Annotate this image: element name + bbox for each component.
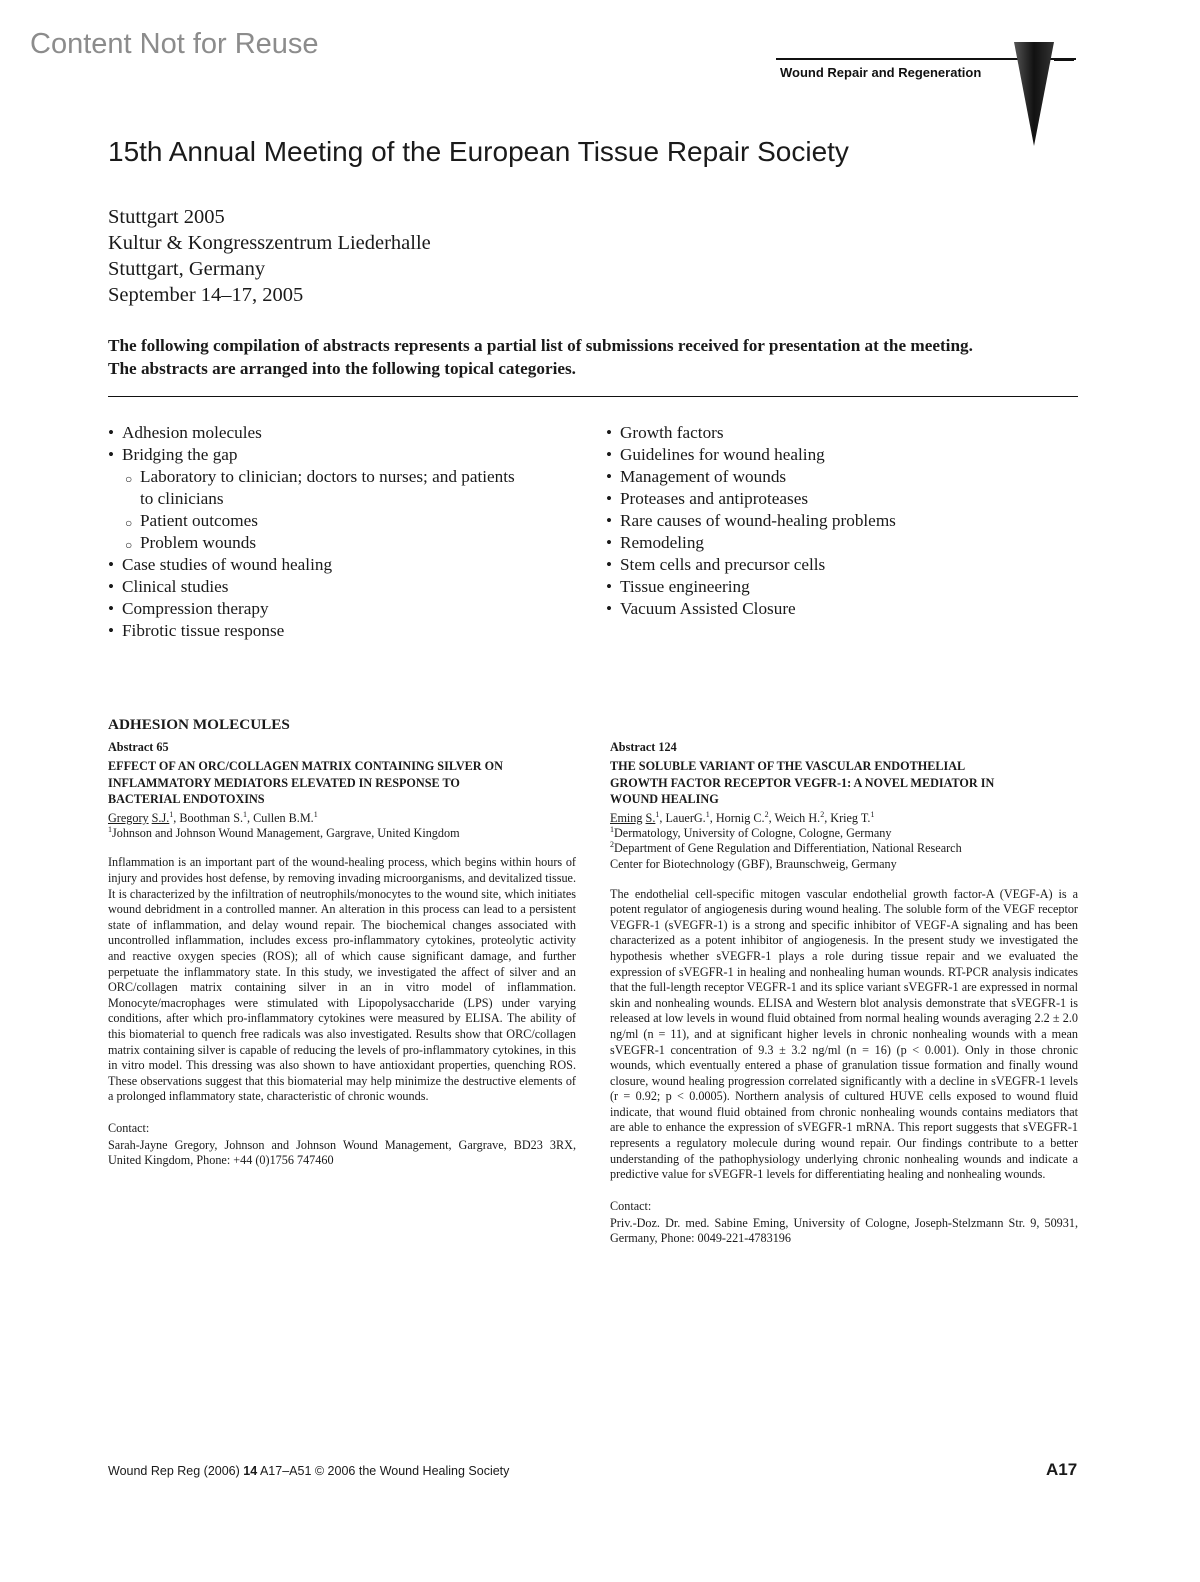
watermark-text: Content Not for Reuse bbox=[30, 28, 319, 60]
topic-item bbox=[606, 466, 896, 488]
topic-item bbox=[606, 444, 896, 466]
topic-label: Laboratory to clinician; doctors to nurses; and patients bbox=[140, 467, 515, 486]
author-list: Gregory S.J.$^1$, Boothman S.$^1$, Cullen B.M.$^1$ bbox=[108, 809, 318, 825]
topic-label: to clinicians bbox=[140, 489, 224, 508]
journal-name: Wound Repair and Regeneration bbox=[780, 65, 982, 80]
bullet-icon: • bbox=[108, 621, 115, 640]
affiliation-text: Dermatology, University of Cologne, Cologne, Germany bbox=[614, 825, 892, 840]
section-heading: ADHESION MOLECULES bbox=[108, 716, 290, 733]
abstract-title bbox=[610, 758, 1078, 808]
affiliation-marker: 1 bbox=[705, 809, 710, 819]
affiliation-text: Department of Gene Regulation and Differentiation, National Research bbox=[614, 841, 962, 856]
bullet-icon: • bbox=[108, 599, 115, 618]
topic-item bbox=[606, 510, 896, 532]
author: Krieg T. bbox=[830, 810, 871, 825]
topic-label: Problem wounds bbox=[140, 533, 257, 552]
author: Cullen B.M. bbox=[253, 810, 314, 825]
affiliation-marker: 2 bbox=[610, 840, 614, 850]
venue-line: Stuttgart, Germany bbox=[108, 258, 266, 280]
abstract-body: The endothelial cell-specific mitogen vascular endothelial growth factor-A (VEGF-A) is a potent regulator of angiogenesis during wound healing. The soluble form of the VEGF receptor VEGFR-1 (sVEGFR-1) is a strong and specific inhibitor of VEGF-A signaling and has been characterized as a potent inhibitor of angiogenesis. In the present study we investigated the hypothesis whether sVEGFR-1 plays a role during tissue repair and we evaluated the expression of sVEGFR-1 in healing and nonhealing human wounds. RT-PCR analysis indicates that the full-length receptor VEGFR-1 and its splice variant sVEGFR-1 are expressed in normal skin and nonhealing wounds. ELISA and Western blot analysis demonstrate that sVEGFR-1 is released at low levels in wound fluid obtained from normal healing wounds averaging 2.2 ± 2.0 ng/ml (n = 11), and at significant higher levels in chronic nonhealing wounds with a mean sVEGFR-1 concentration of 9.3 ± 3.2 ng/ml (n = 16) (p < 0.001). Only in those chronic wounds, which eventually entered a phase of granulation tissue formation and finally wound closure, wound healing progression correlated significantly with a decline in sVEGFR-1 levels (r = 0.92; p < 0.0005). Northern analysis of cultured HUVE cells exposed to wound fluid indicate, that wound fluid obtained from chronic nonhealing wounds contains mediators that are able to enhance the expression of sVEGFR-1 mRNA. This report suggests that sVEGFR-1 represents a regulatory molecule during wound repair. Our findings contribute to a better understanding of the pathophysiology underlying chronic nonhealing wounds and indicate a predictive value for sVEGFR-1 levels for differentiating healing and nonhealing wounds. bbox=[610, 886, 1078, 1182]
citation-footer bbox=[108, 1464, 509, 1478]
presenting-author-initials: S. bbox=[645, 810, 656, 825]
abstract-number: Abstract 124 bbox=[610, 740, 677, 754]
abstract-body: Inflammation is an important part of the wound-healing process, which begins within hours of injury and provides host defense, by removing invading microorganisms, and devitalized tissue. It is characterized by the infiltration of neutrophils/monocytes to the wound site, which initiates wound debridment in a controlled manner. An alteration in this process can lead to a persistent state of inflammation, and delay wound repair. The biochemical changes associated with uncontrolled inflammation, includes excess pro-inflammatory cytokines, proteolytic activity and reactive oxygen species (ROS); all of which cause significant damage, and further perpetuate the inflammatory state. In this study, we investigated the affect of silver and an ORC/collagen matrix containing silver in an in vitro model of inflammation. Monocyte/macrophages were stimulated with Lipopolysaccharide (LPS) under varying conditions, after which pro-inflammatory cytokines were measured by ELISA. The ability of this biomaterial to quench free radicals was also investigated. Results show that ORC/collagen matrix containing silver is capable of reducing the levels of pro-inflammatory cytokines, in this in vitro model. This dressing was also shown to have antioxidant properties, quenching ROS. These observations suggest that this biomaterial may help minimize the destructive elements of a prolonged inflammatory state, characteristic of chronic wounds. bbox=[108, 855, 576, 1104]
topic-item bbox=[606, 598, 896, 620]
presenting-author-initials: S.J. bbox=[151, 810, 170, 825]
page-number: A17 bbox=[1046, 1460, 1078, 1479]
abstract-65 bbox=[108, 740, 576, 1169]
topic-item bbox=[606, 422, 896, 444]
affiliation-marker: 1 bbox=[610, 824, 614, 834]
abstract-title-line: EFFECT OF AN ORC/COLLAGEN MATRIX CONTAINING SILVER ON bbox=[108, 759, 503, 773]
venue-line: Kultur & Kongresszentrum Liederhalle bbox=[108, 232, 431, 254]
topic-item bbox=[108, 466, 515, 488]
venue-line: September 14–17, 2005 bbox=[108, 284, 304, 306]
topic-item bbox=[108, 620, 515, 642]
affiliation-marker: 2 bbox=[820, 809, 825, 819]
topic-item bbox=[606, 554, 896, 576]
citation-prefix: Wound Rep Reg (2006) bbox=[108, 1464, 244, 1478]
abstract-title-line: THE SOLUBLE VARIANT OF THE VASCULAR ENDOTHELIAL bbox=[610, 759, 966, 773]
topic-list-right bbox=[606, 422, 896, 620]
presenting-author-name: Eming bbox=[610, 810, 643, 825]
author: Hornig C. bbox=[715, 810, 765, 825]
affiliation bbox=[610, 841, 1078, 857]
topic-label: Fibrotic tissue response bbox=[122, 621, 285, 640]
contact-details: Priv.-Doz. Dr. med. Sabine Eming, University of Cologne, Joseph-Stelzmann Str. 9, 50931, Germany, Phone: 0049-221-4783196 bbox=[610, 1215, 1078, 1246]
hollow-bullet-icon: ○ bbox=[125, 472, 133, 486]
intro-text bbox=[108, 334, 1080, 380]
hollow-bullet-icon: ○ bbox=[125, 538, 133, 552]
topic-item bbox=[108, 576, 515, 598]
topic-label: Patient outcomes bbox=[140, 511, 258, 530]
topic-item bbox=[606, 488, 896, 510]
topic-label: Rare causes of wound-healing problems bbox=[620, 511, 896, 530]
topic-item bbox=[108, 444, 515, 466]
bullet-icon: • bbox=[606, 445, 613, 464]
topic-label: Management of wounds bbox=[620, 467, 787, 486]
topic-label: Compression therapy bbox=[122, 599, 269, 618]
topic-item bbox=[108, 422, 515, 444]
venue-line: Stuttgart 2005 bbox=[108, 206, 225, 228]
affiliation-marker: 1 bbox=[108, 824, 112, 834]
bullet-icon: • bbox=[606, 533, 613, 552]
affiliation-marker: 1 bbox=[655, 809, 660, 819]
topic-item bbox=[108, 554, 515, 576]
topic-item bbox=[108, 510, 515, 532]
topic-label: Case studies of wound healing bbox=[122, 555, 333, 574]
bullet-icon: • bbox=[108, 423, 115, 442]
topic-item bbox=[108, 598, 515, 620]
topic-label: Vacuum Assisted Closure bbox=[620, 599, 796, 618]
topic-item bbox=[606, 532, 896, 554]
topic-label: Growth factors bbox=[620, 423, 724, 442]
topic-label: Tissue engineering bbox=[620, 577, 750, 596]
topic-label: Stem cells and precursor cells bbox=[620, 555, 826, 574]
journal-header bbox=[776, 58, 1076, 118]
bullet-icon: • bbox=[108, 555, 115, 574]
bullet-icon: • bbox=[606, 555, 613, 574]
topic-label: Proteases and antiproteases bbox=[620, 489, 809, 508]
contact-label: Contact: bbox=[108, 1120, 150, 1135]
abstract-number: Abstract 65 bbox=[108, 740, 169, 754]
author: Weich H. bbox=[774, 810, 821, 825]
bullet-icon: • bbox=[606, 577, 613, 596]
abstract-124 bbox=[610, 740, 1078, 1247]
topic-label: Adhesion molecules bbox=[122, 423, 262, 442]
hollow-bullet-icon: ○ bbox=[125, 516, 133, 530]
abstract-title bbox=[108, 758, 576, 808]
bullet-icon: • bbox=[108, 445, 115, 464]
topic-list-left bbox=[108, 422, 515, 642]
topic-label: Remodeling bbox=[620, 533, 705, 552]
contact-details: Sarah-Jayne Gregory, Johnson and Johnson Wound Management, Gargrave, BD23 3RX, United Kingdom, Phone: +44 (0)1756 747460 bbox=[108, 1137, 576, 1168]
intro-line: The abstracts are arranged into the following topical categories. bbox=[108, 359, 576, 378]
page-title: 15th Annual Meeting of the European Tissue Repair Society bbox=[108, 136, 849, 167]
topic-label: Bridging the gap bbox=[122, 445, 238, 464]
affiliation-text: Johnson and Johnson Wound Management, Gargrave, United Kingdom bbox=[112, 825, 460, 840]
bullet-icon: • bbox=[606, 511, 613, 530]
section-divider bbox=[108, 396, 1078, 397]
abstract-title-line: GROWTH FACTOR RECEPTOR VEGFR-1: A NOVEL MEDIATOR IN bbox=[610, 775, 995, 790]
topic-label: Guidelines for wound healing bbox=[620, 445, 825, 464]
intro-line: The following compilation of abstracts represents a partial list of submissions received for presentation at the meeting. bbox=[108, 336, 973, 355]
bullet-icon: • bbox=[606, 423, 613, 442]
bullet-icon: • bbox=[606, 489, 613, 508]
affiliation-marker: 1 bbox=[870, 809, 875, 819]
citation-volume: 14 bbox=[243, 1464, 258, 1478]
contact-label: Contact: bbox=[610, 1198, 652, 1213]
venue-block bbox=[108, 204, 431, 308]
citation-suffix: A17–A51 © 2006 the Wound Healing Society bbox=[257, 1464, 510, 1478]
abstract-title-line: WOUND HEALING bbox=[610, 792, 719, 807]
author: LauerG. bbox=[665, 810, 706, 825]
affiliation-marker: 1 bbox=[313, 809, 318, 819]
affiliation-marker: 1 bbox=[243, 809, 248, 819]
affiliation-continued: Center for Biotechnology (GBF), Braunschweig, Germany bbox=[610, 856, 897, 871]
abstract-title-line: BACTERIAL ENDOTOXINS bbox=[108, 792, 265, 807]
topic-item bbox=[606, 576, 896, 598]
bullet-icon: • bbox=[606, 467, 613, 486]
bullet-icon: • bbox=[606, 599, 613, 618]
presenting-author-name: Gregory bbox=[108, 810, 149, 825]
journal-triangle-icon bbox=[1010, 32, 1074, 172]
affiliation-marker: 1 bbox=[169, 809, 174, 819]
author-list: Eming S.$^1$, LauerG.$^1$, Hornig C.$^2$, Weich H.$^2$, Krieg T.$^1$ bbox=[610, 809, 875, 825]
bullet-icon: • bbox=[108, 577, 115, 596]
topic-label: Clinical studies bbox=[122, 577, 229, 596]
topic-item bbox=[108, 532, 515, 554]
abstract-title-line: INFLAMMATORY MEDIATORS ELEVATED IN RESPONSE TO bbox=[108, 775, 460, 790]
author: Boothman S. bbox=[179, 810, 244, 825]
affiliation bbox=[610, 826, 1078, 842]
affiliation-marker: 2 bbox=[764, 809, 769, 819]
topic-item bbox=[108, 488, 515, 510]
affiliation bbox=[108, 826, 576, 842]
